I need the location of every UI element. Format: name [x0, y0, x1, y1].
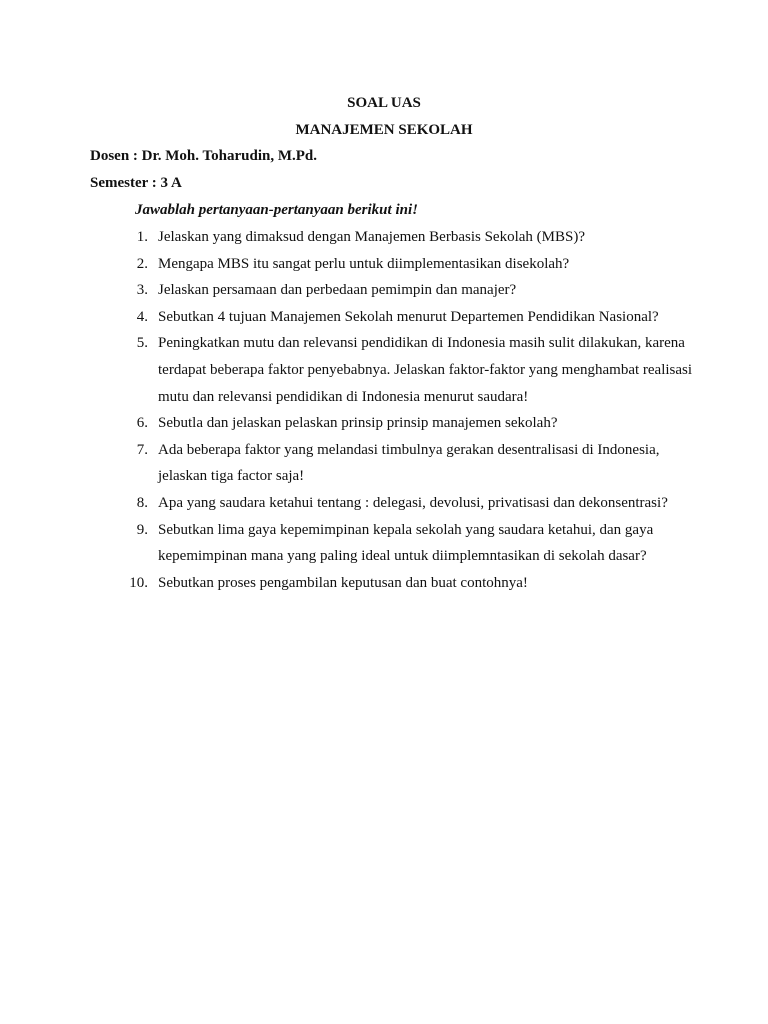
question-item	[118, 410, 698, 437]
question-item	[118, 330, 698, 410]
question-number: 3.	[136, 282, 148, 299]
question-number: 9.	[136, 521, 148, 538]
question-text: Ada beberapa faktor yang melandasi timbulnya gerakan desentralisasi di Indonesia, jelaskan tiga factor saja!	[158, 441, 660, 485]
question-number: 8.	[136, 494, 148, 511]
question-text: Sebutla dan jelaskan pelaskan prinsip prinsip manajemen sekolah?	[158, 415, 558, 432]
question-text: Peningkatkan mutu dan relevansi pendidikan di Indonesia masih sulit dilakukan, karena terdapat beberapa faktor penyebabnya. Jelaskan faktor-faktor yang menghambat realisasi mutu dan relevansi pendidikan di Indonesia menurut saudara!	[158, 335, 693, 405]
question-item	[118, 277, 698, 304]
document-title: SOAL UAS	[347, 95, 421, 111]
question-list	[118, 224, 698, 596]
question-text: Mengapa MBS itu sangat perlu untuk diimplementasikan disekolah?	[158, 255, 570, 272]
question-number: 4.	[136, 308, 148, 325]
question-number: 2.	[136, 255, 148, 272]
question-item	[118, 304, 698, 331]
question-item	[118, 517, 698, 570]
question-item	[118, 224, 698, 251]
question-number: 1.	[136, 229, 148, 245]
semester-line: Semester : 3 A	[90, 175, 182, 191]
instruction-text: Jawablah pertanyaan-pertanyaan berikut ini!	[135, 202, 418, 218]
question-text: Apa yang saudara ketahui tentang : delegasi, devolusi, privatisasi dan dekonsentrasi?	[158, 494, 668, 511]
question-number: 7.	[136, 441, 148, 458]
question-number: 6.	[136, 415, 148, 432]
question-item	[118, 251, 698, 278]
question-item	[118, 570, 698, 597]
question-text: Sebutkan proses pengambilan keputusan dan buat contohnya!	[158, 574, 528, 591]
question-text: Sebutkan 4 tujuan Manajemen Sekolah menurut Departemen Pendidikan Nasional?	[158, 308, 659, 325]
lecturer-line: Dosen : Dr. Moh. Toharudin, M.Pd.	[90, 148, 317, 164]
question-item	[118, 490, 698, 517]
question-number: 5.	[136, 335, 148, 352]
question-text: Sebutkan lima gaya kepemimpinan kepala sekolah yang saudara ketahui, dan gaya kepemimpinan mana yang paling ideal untuk diimplemntasikan di sekolah dasar?	[158, 521, 654, 565]
question-text: Jelaskan yang dimaksud dengan Manajemen Berbasis Sekolah (MBS)?	[158, 229, 585, 245]
question-number: 10.	[129, 574, 148, 591]
question-text: Jelaskan persamaan dan perbedaan pemimpin dan manajer?	[158, 282, 517, 299]
document-subtitle: MANAJEMEN SEKOLAH	[295, 122, 473, 138]
question-item	[118, 437, 698, 490]
